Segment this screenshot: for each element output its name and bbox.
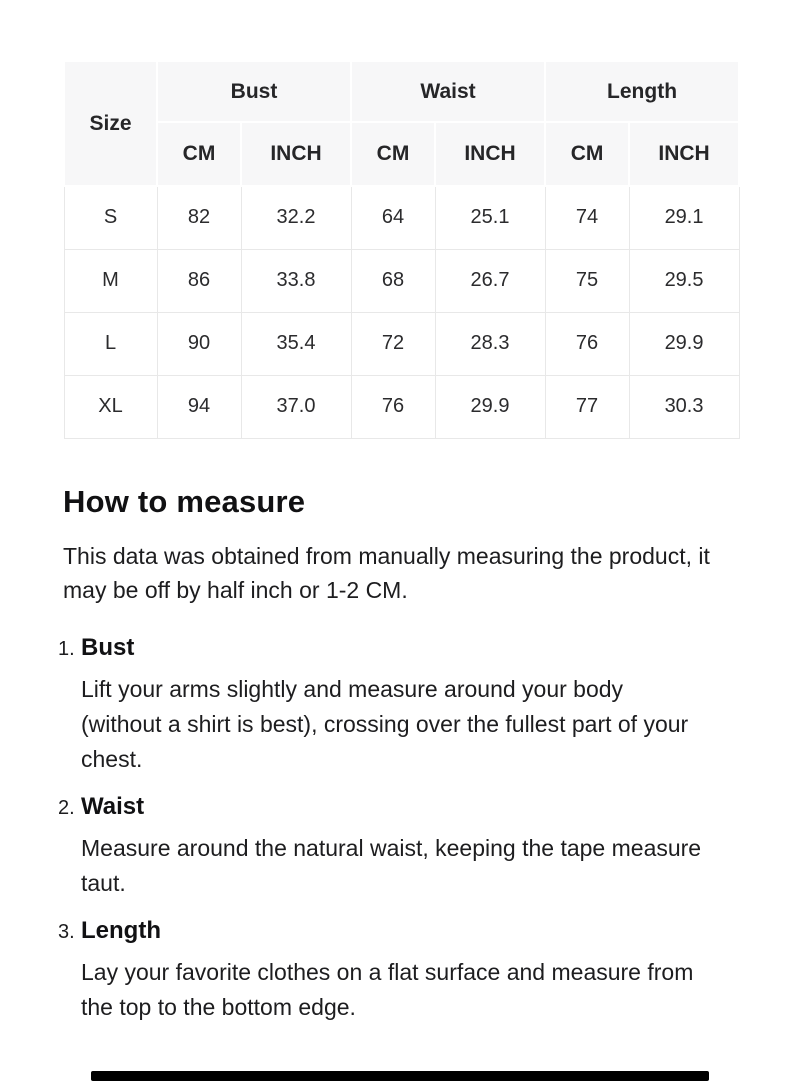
step-item-length	[58, 916, 738, 1025]
value-cell: 86	[157, 249, 241, 312]
table-unit-header-row	[64, 122, 739, 186]
step-number: 2.	[58, 796, 75, 819]
step-header	[58, 916, 738, 945]
table-row	[64, 249, 739, 312]
value-cell: 29.9	[435, 375, 545, 438]
length-group-header: Length	[545, 61, 739, 122]
step-item-bust	[58, 633, 738, 777]
value-cell: 28.3	[435, 312, 545, 375]
step-header	[58, 633, 738, 662]
value-cell: 29.9	[629, 312, 739, 375]
size-cell: M	[64, 249, 157, 312]
step-number: 1.	[58, 637, 75, 660]
size-cell: S	[64, 186, 157, 249]
value-cell: 76	[351, 375, 435, 438]
value-cell: 74	[545, 186, 629, 249]
value-cell: 33.8	[241, 249, 351, 312]
intro-paragraph: This data was obtained from manually measuring the product, it may be off by half inch or 1-2 CM.	[63, 542, 710, 603]
bust-inch-header: INCH	[241, 122, 351, 186]
length-inch-header: INCH	[629, 122, 739, 186]
step-number: 3.	[58, 920, 75, 943]
value-cell: 72	[351, 312, 435, 375]
value-cell: 35.4	[241, 312, 351, 375]
size-cell: L	[64, 312, 157, 375]
value-cell: 90	[157, 312, 241, 375]
value-cell: 37.0	[241, 375, 351, 438]
section-title: How to measure	[63, 483, 306, 519]
bust-group-header: Bust	[157, 61, 351, 122]
step-description: Measure around the natural waist, keeping the tape measure taut.	[81, 834, 702, 896]
measure-steps-list	[58, 633, 738, 1025]
waist-cm-header: CM	[351, 122, 435, 186]
step-header	[58, 792, 738, 821]
size-cell: XL	[64, 375, 157, 438]
step-title: Bust	[81, 633, 135, 661]
value-cell: 29.5	[629, 249, 739, 312]
step-description: Lift your arms slightly and measure around your body (without a shirt is best), crossing over the fullest part of your chest.	[81, 675, 689, 772]
step-item-waist	[58, 792, 738, 901]
table-row	[64, 375, 739, 438]
value-cell: 64	[351, 186, 435, 249]
value-cell: 76	[545, 312, 629, 375]
waist-inch-header: INCH	[435, 122, 545, 186]
table-row	[64, 312, 739, 375]
value-cell: 29.1	[629, 186, 739, 249]
value-cell: 30.3	[629, 375, 739, 438]
value-cell: 26.7	[435, 249, 545, 312]
value-cell: 94	[157, 375, 241, 438]
length-cm-header: CM	[545, 122, 629, 186]
value-cell: 77	[545, 375, 629, 438]
value-cell: 82	[157, 186, 241, 249]
value-cell: 25.1	[435, 186, 545, 249]
bottom-divider-bar	[91, 1071, 709, 1081]
value-cell: 68	[351, 249, 435, 312]
size-chart-table	[63, 60, 740, 439]
step-title: Length	[81, 916, 161, 944]
value-cell: 32.2	[241, 186, 351, 249]
step-description: Lay your favorite clothes on a flat surface and measure from the top to the bottom edge.	[81, 958, 694, 1020]
table-row	[64, 186, 739, 249]
size-column-header: Size	[64, 61, 157, 186]
step-title: Waist	[81, 792, 145, 820]
bust-cm-header: CM	[157, 122, 241, 186]
waist-group-header: Waist	[351, 61, 545, 122]
table-group-header-row	[64, 61, 739, 122]
value-cell: 75	[545, 249, 629, 312]
